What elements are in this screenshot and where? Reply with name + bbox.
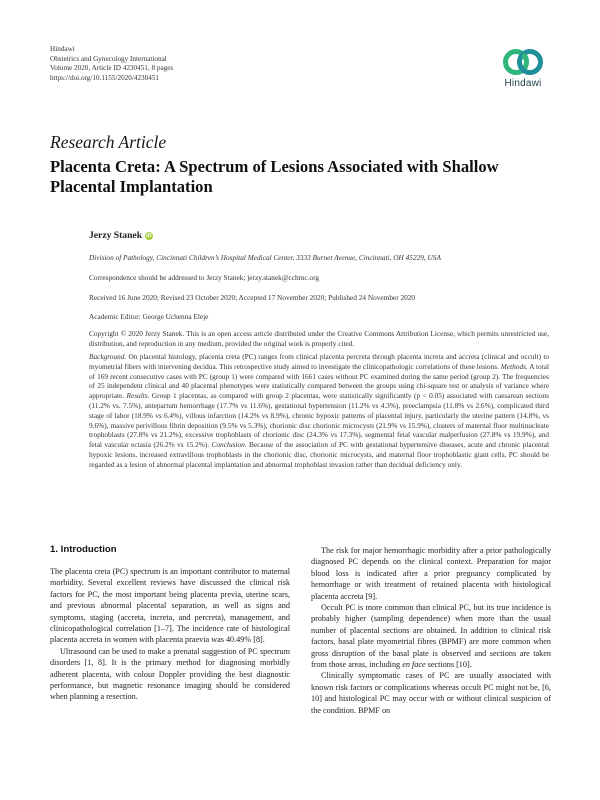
paragraph: Clinically symptomatic cases of PC are usually associated with known risk factors or complications whereas occult PC might not be, [6, 10] and histological PC may occur with or without clinical suspicion of the condition. BPMF on bbox=[311, 671, 551, 715]
paragraph: The risk for major hemorrhagic morbidity after a prior pathologically diagnosed PC depends on the clinical context. Preparation for major blood loss is indicated after a prior pregnancy complicated by hemorrhage or with treatment of retained placenta with histological placenta accreta [9]. bbox=[311, 546, 551, 601]
journal-header bbox=[50, 45, 173, 83]
academic-editor: Academic Editor: George Uchenna Eleje bbox=[89, 312, 209, 321]
paragraph: Ultrasound can be used to make a prenatal suggestion of PC spectrum disorders [1, 8]. It is the primary method for diagnosing morbidly adherent placenta, with colour Doppler providing the best diagnostic performance, but magnetic resonance imaging should be considered when planning a resection. bbox=[50, 646, 290, 702]
paragraph: The placenta creta (PC) spectrum is an important contributor to maternal morbidity. Several excellent reviews have discussed the clinical risk factors for PC, the most important being placenta previa, uterine scars, and previous abnormal placental separation, as well as signs and symptoms, staging (accreta, increta, and percreta), management, and clinicopathological correlation [1–7]. The incidence rate of histological placenta accreta in women with placenta praevia was 40.49% [8]. bbox=[50, 567, 290, 645]
paragraph bbox=[311, 602, 551, 670]
abstract-background-label: Background. bbox=[89, 352, 127, 361]
paragraph-emphasis: en face bbox=[402, 660, 426, 670]
section-heading: 1. Introduction bbox=[50, 544, 117, 555]
correspondence: Correspondence should be addressed to Jerzy Stanek; jerzy.stanek@cchmc.org bbox=[89, 273, 320, 282]
body-right-column bbox=[311, 545, 551, 716]
abstract-conclusion-label: Conclusion. bbox=[211, 440, 247, 450]
paragraph-text: sections [10]. bbox=[425, 660, 472, 670]
author-name[interactable]: Jerzy Stanek bbox=[89, 230, 143, 241]
paragraph-text: Occult PC is more common than clinical PC, but its true incidence is probably higher (sampling dependence) when more than the usual number of placental sections are obtained. In addition to clinical risk factors, basal plate myometrial fibres (BPMF) are more common when gross disruption of the basal plate is observed and sections are taken from those areas, including bbox=[311, 603, 551, 670]
copyright-notice: Copyright © 2020 Jerzy Stanek. This is an open access article distributed under the Creative Commons Attribution License, which permits unrestricted use, distribution, and reproduction in any medium, provided the original work is properly cited. bbox=[89, 329, 549, 348]
affiliation: Division of Pathology, Cincinnati Children’s Hospital Medical Center, 3333 Burnet Avenue, Cincinnati, OH 45229, USA bbox=[89, 253, 441, 262]
abstract-results: Group 1 placentas, as compared with group 2 placentas, were statistically significantly (p < 0.05) associated with caesarean sections (11.2% vs. 7.5%), antepartum hemorrhage (17.7% vs 11.6%), gestational hypertension (11.2% vs 4.3%), preeclampsia (11.8% vs 2.6%), complicated third stage of labor (18.9% vs 6.4%), villous infarction (14.2% vs 8.9%), chronic hypoxic patterns of placental injury, particularly the uterine pattern (14.8%, vs 9.6%), massive perivillous fibrin deposition (9.5% vs 5.3%), chorionic disc chorionic microcysts (21.9% vs 15.9%), clusters of maternal floor multinucleate trophoblasts (27.8% vs 21.2%), excessive trophoblasts of chorionic disc (24.3% vs 17.3%), segmental fetal vascular malperfusion (27.8% vs 19.9%), and fetal vascular ectasia (26.2% vs 15.2%). bbox=[89, 391, 550, 450]
abstract-background: On placental histology, placenta creta (PC) ranges from clinical placenta percreta through placenta increta and accreta (clinical and occult) to myometrial fibers with intervening decidua. This retrospective study aimed to investigate the clinicopathologic correlations of these lesions. bbox=[89, 352, 549, 371]
publisher-name: Hindawi bbox=[50, 45, 75, 53]
volume-info: Volume 2020, Article ID 4230451, 8 pages bbox=[50, 64, 174, 73]
abstract-results-label: Results. bbox=[126, 391, 150, 401]
abstract bbox=[89, 352, 549, 470]
doi-link[interactable]: https://doi.org/10.1155/2020/4230451 bbox=[50, 73, 160, 82]
article-title: Placenta Creta: A Spectrum of Lesions Associated with Shallow Placental Implantation bbox=[50, 157, 499, 196]
logo-wordmark: Hindawi bbox=[504, 78, 542, 89]
abstract-methods: A total of 169 recent consecutive cases with PC (group 1) were compared with 1661 cases without PC examined during the same period (group 2). The frequencies of 25 independent clinical and 40 placental phenotypes were statistically compared between the groups using chi-square test or analysis of variance where appropriate. bbox=[89, 361, 549, 401]
journal-name: Obstetrics and Gynecology International bbox=[50, 54, 167, 63]
article-type: Research Article bbox=[50, 132, 167, 152]
body-left-column bbox=[50, 566, 290, 703]
abstract-conclusion: Because of the association of PC with gestational hypertensive diseases, acute and chronic placental hypoxic lesions, increased extravillous trophoblasts in the chorionic disc, chorionic microcysts, and maternal floor trophoblastic giant cells, PC should be regarded as a lesion of abnormal placental implantation and abnormal trophoblast invasion rather than decidual deficiency only. bbox=[89, 440, 549, 469]
author-line bbox=[89, 230, 153, 241]
orcid-icon[interactable]: iD bbox=[146, 232, 152, 239]
abstract-methods-label: Methods. bbox=[500, 361, 528, 371]
hindawi-logo-icon bbox=[501, 47, 545, 77]
hindawi-logo[interactable] bbox=[497, 47, 549, 89]
publication-dates: Received 16 June 2020; Revised 23 October 2020; Accepted 17 November 2020; Published 24 November 2020 bbox=[89, 293, 416, 302]
